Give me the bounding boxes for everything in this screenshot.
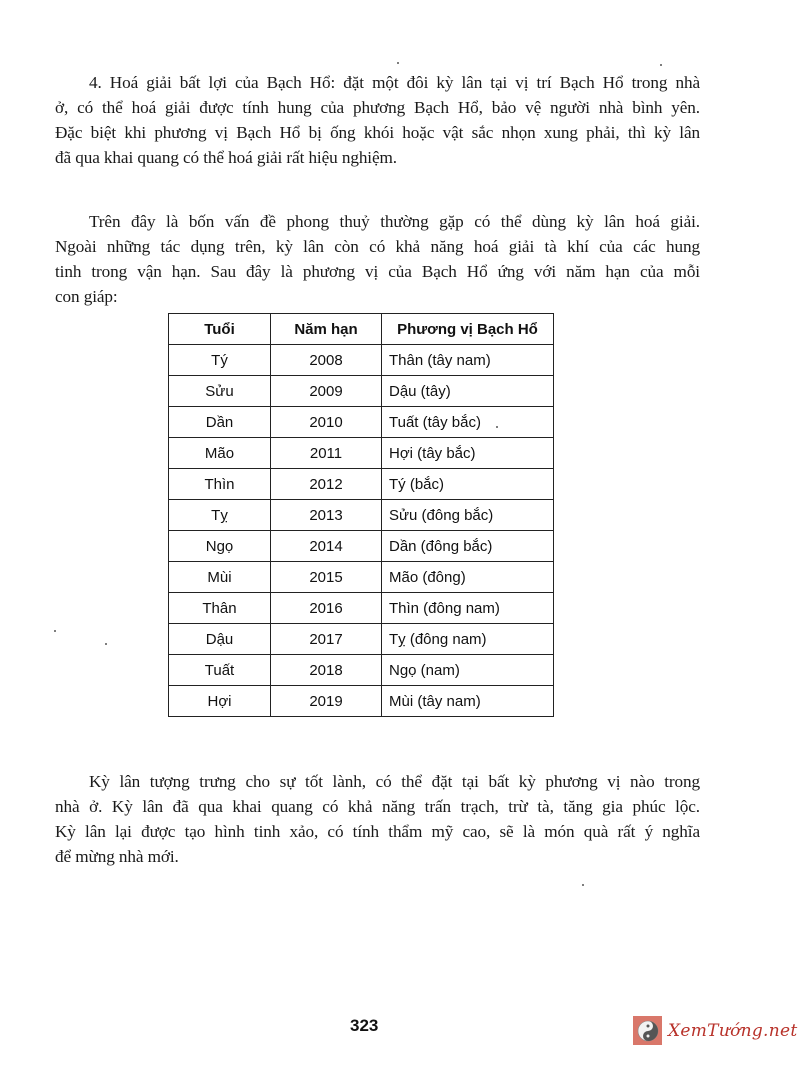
cell-phuong-vi: Sửu (đông bắc) — [382, 500, 554, 531]
text-line: ở, có thể hoá giải được tính hung của phương Bạch Hổ, bảo vệ người nhà bình yên. — [55, 98, 700, 117]
table-row — [169, 376, 554, 407]
cell-phuong-vi: Dậu (tây) — [382, 376, 554, 407]
scan-speck — [496, 426, 498, 428]
cell-tuoi: Tý — [169, 345, 271, 376]
paragraph-conclusion — [55, 769, 700, 869]
header-tuoi: Tuổi — [169, 314, 271, 345]
cell-tuoi: Thân — [169, 593, 271, 624]
cell-phuong-vi: Tỵ (đông nam) — [382, 624, 554, 655]
table-row — [169, 345, 554, 376]
cell-tuoi: Dần — [169, 407, 271, 438]
yin-yang-icon — [633, 1016, 662, 1045]
scan-speck — [54, 630, 56, 632]
cell-tuoi: Hợi — [169, 686, 271, 717]
cell-nam-han: 2013 — [271, 500, 382, 531]
text-line: Đặc biệt khi phương vị Bạch Hổ bị ống khói hoặc vật sắc nhọn xung phải, thì kỳ lân — [55, 123, 700, 142]
text-line: Kỳ lân tượng trưng cho sự tốt lành, có thể đặt tại bất kỳ phương vị nào trong — [89, 772, 700, 791]
cell-nam-han: 2019 — [271, 686, 382, 717]
cell-tuoi: Thìn — [169, 469, 271, 500]
cell-nam-han: 2016 — [271, 593, 382, 624]
paragraph-intro-table — [55, 209, 700, 309]
text-line: con giáp: — [55, 287, 118, 306]
paragraph-bach-ho-remedy — [55, 70, 700, 170]
cell-nam-han: 2008 — [271, 345, 382, 376]
bach-ho-direction-table — [168, 313, 554, 717]
cell-phuong-vi: Ngọ (nam) — [382, 655, 554, 686]
table-row — [169, 531, 554, 562]
table-row — [169, 686, 554, 717]
table-row — [169, 655, 554, 686]
text-line: Trên đây là bốn vấn đề phong thuỷ thường gặp có thể dùng kỳ lân hoá giải. — [89, 212, 700, 231]
text-line: Kỳ lân lại được tạo hình tinh xảo, có tính thẩm mỹ cao, sẽ là món quà rất ý nghĩa — [55, 822, 700, 841]
watermark-logo — [633, 1016, 797, 1045]
scan-speck — [397, 62, 399, 64]
cell-tuoi: Tỵ — [169, 500, 271, 531]
text-line: đã qua khai quang có thể hoá giải rất hiệu nghiệm. — [55, 148, 397, 167]
cell-phuong-vi: Tý (bắc) — [382, 469, 554, 500]
cell-phuong-vi: Thân (tây nam) — [382, 345, 554, 376]
table-row — [169, 407, 554, 438]
cell-phuong-vi: Mão (đông) — [382, 562, 554, 593]
cell-nam-han: 2015 — [271, 562, 382, 593]
cell-nam-han: 2012 — [271, 469, 382, 500]
scan-speck — [660, 64, 662, 66]
cell-tuoi: Mão — [169, 438, 271, 469]
cell-tuoi: Dậu — [169, 624, 271, 655]
table-row — [169, 438, 554, 469]
cell-tuoi: Mùi — [169, 562, 271, 593]
watermark-text: XemTướng.net — [668, 1020, 798, 1041]
table-row — [169, 562, 554, 593]
table-row — [169, 500, 554, 531]
cell-nam-han: 2010 — [271, 407, 382, 438]
cell-nam-han: 2018 — [271, 655, 382, 686]
scan-speck — [105, 643, 107, 645]
page-number: 323 — [350, 1016, 379, 1035]
text-line: để mừng nhà mới. — [55, 847, 179, 866]
text-line: tinh trong vận hạn. Sau đây là phương vị của Bạch Hổ ứng với năm hạn của mỗi — [55, 262, 700, 281]
cell-phuong-vi: Tuất (tây bắc) — [382, 407, 554, 438]
cell-tuoi: Sửu — [169, 376, 271, 407]
cell-phuong-vi: Dần (đông bắc) — [382, 531, 554, 562]
cell-nam-han: 2011 — [271, 438, 382, 469]
text-line: 4. Hoá giải bất lợi của Bạch Hổ: đặt một đôi kỳ lân tại vị trí Bạch Hổ trong nhà — [89, 73, 700, 92]
header-phuong-vi: Phương vị Bạch Hổ — [382, 314, 554, 345]
scan-speck — [582, 884, 584, 886]
cell-nam-han: 2017 — [271, 624, 382, 655]
header-nam-han: Năm hạn — [271, 314, 382, 345]
cell-nam-han: 2009 — [271, 376, 382, 407]
table-row — [169, 593, 554, 624]
table-row — [169, 624, 554, 655]
cell-phuong-vi: Thìn (đông nam) — [382, 593, 554, 624]
cell-phuong-vi: Hợi (tây bắc) — [382, 438, 554, 469]
table-row — [169, 469, 554, 500]
cell-tuoi: Tuất — [169, 655, 271, 686]
text-line: Ngoài những tác dụng trên, kỳ lân còn có khả năng hoá giải tà khí của các hung — [55, 237, 700, 256]
cell-nam-han: 2014 — [271, 531, 382, 562]
cell-tuoi: Ngọ — [169, 531, 271, 562]
text-line: nhà ở. Kỳ lân đã qua khai quang có khả năng trấn trạch, trừ tà, tăng gia phúc lộc. — [55, 797, 700, 816]
table-header-row — [169, 314, 554, 345]
cell-phuong-vi: Mùi (tây nam) — [382, 686, 554, 717]
